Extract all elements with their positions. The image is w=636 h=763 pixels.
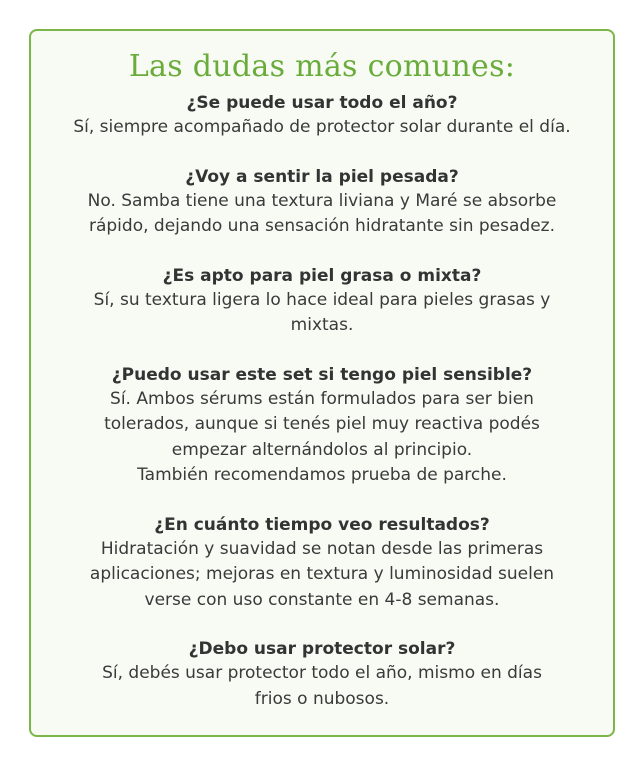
faq-question: ¿Debo usar protector solar?	[188, 639, 456, 659]
faq-answer-line: aplicaciones; mejoras en textura y luminosidad suelen	[89, 564, 555, 584]
faq-answer	[43, 537, 601, 614]
faq-item	[31, 363, 613, 489]
faq-answer-line: verse con uso constante en 4-8 semanas.	[144, 589, 500, 610]
faq-item	[31, 264, 613, 339]
faq-item	[31, 165, 613, 240]
faq-answer	[43, 661, 601, 712]
faq-answer-line: Sí, siempre acompañado de protector solar durante el día.	[73, 117, 571, 137]
faq-question: ¿En cuánto tiempo veo resultados?	[154, 514, 490, 535]
faq-title: Las dudas más comunes:	[128, 49, 516, 84]
faq-answer-line: frios o nubosos.	[254, 688, 390, 709]
faq-item	[31, 637, 613, 712]
faq-card	[29, 29, 615, 737]
faq-answer	[43, 387, 601, 489]
faq-answer-line: empezar alternándolos al principio.	[171, 439, 473, 460]
faq-answer	[43, 288, 601, 339]
faq-question: ¿Es apto para piel grasa o mixta?	[162, 265, 482, 286]
faq-answer-line: Hidratación y suavidad se notan desde las primeras	[100, 538, 544, 559]
faq-list	[31, 91, 613, 712]
faq-item	[31, 513, 613, 614]
faq-answer-line: mixtas.	[290, 315, 354, 335]
faq-answer-line: Sí. Ambos sérums están formulados para ser bien	[110, 388, 534, 409]
faq-question: ¿Puedo usar este set si tengo piel sensible?	[111, 364, 533, 385]
faq-answer-line: No. Samba tiene una textura liviana y Maré se absorbe	[87, 190, 557, 211]
faq-question: ¿Se puede usar todo el año?	[186, 93, 458, 113]
faq-answer-line: Sí, su textura ligera lo hace ideal para pieles grasas y	[93, 289, 551, 310]
faq-answer-line: rápido, dejando una sensación hidratante sin pesadez.	[88, 216, 555, 236]
faq-answer	[43, 115, 601, 141]
faq-question: ¿Voy a sentir la piel pesada?	[185, 166, 459, 187]
faq-answer-line: Sí, debés usar protector todo el año, mismo en días	[102, 663, 542, 683]
faq-answer	[43, 189, 601, 240]
faq-item	[31, 91, 613, 141]
faq-answer-line: También recomendamos prueba de parche.	[137, 465, 507, 485]
faq-answer-line: tolerados, aunque si tenés piel muy reactiva podés	[104, 414, 540, 434]
